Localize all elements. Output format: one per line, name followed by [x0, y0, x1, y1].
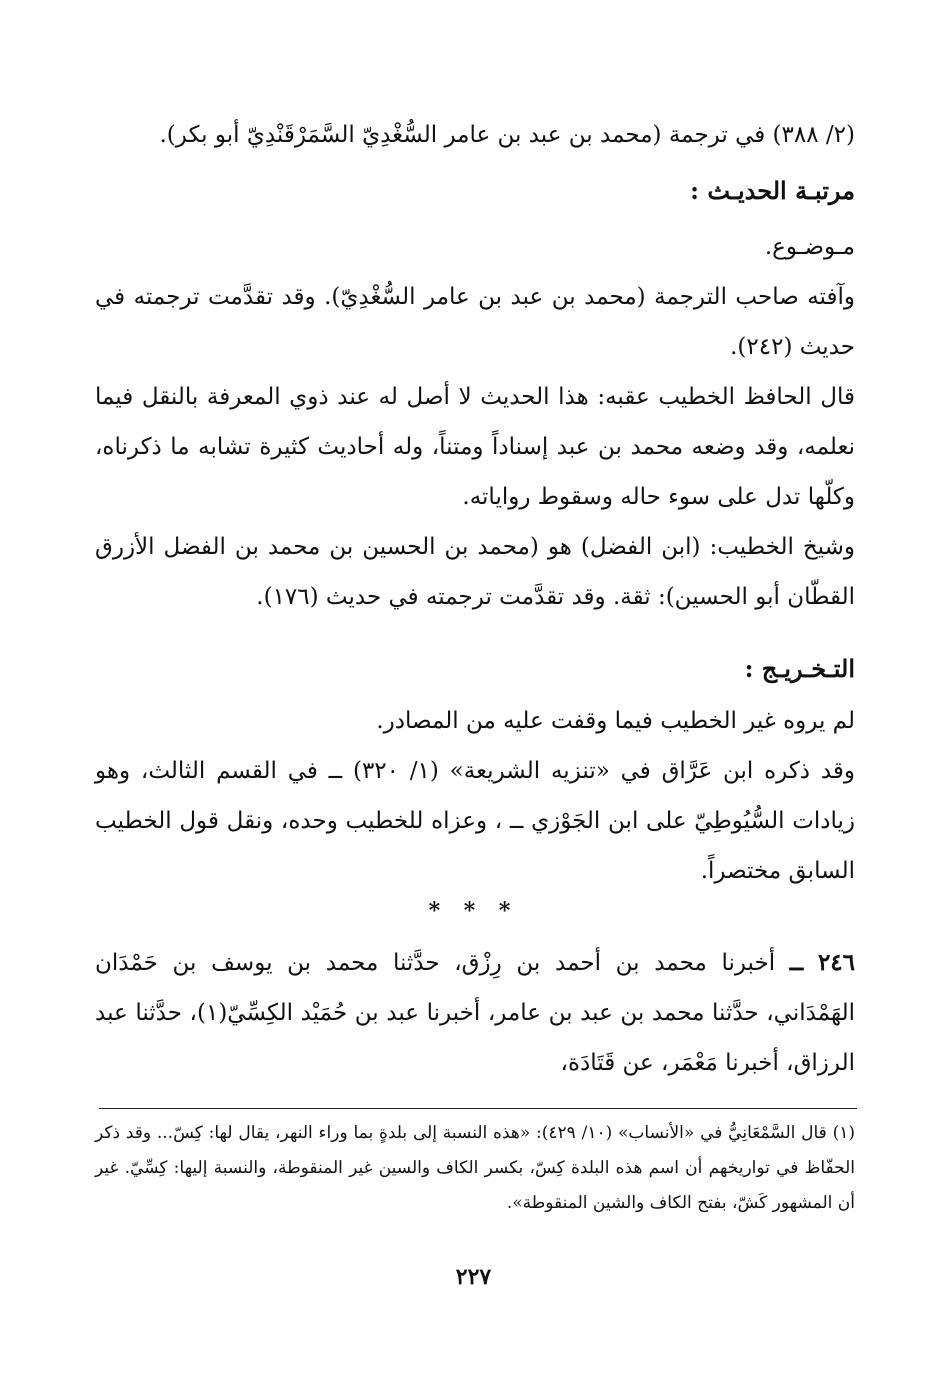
- section-separator: * * *: [428, 898, 519, 924]
- hadith-dash: ــ: [789, 949, 804, 976]
- page-number: ٢٢٧: [455, 1264, 492, 1290]
- takhrij-heading: التـخـريـج :: [744, 654, 855, 683]
- rank-value: مـوضـوع.: [764, 234, 855, 260]
- main-text-takhrij: [95, 644, 855, 896]
- footnote-1: (١) قال السَّمْعَانِيُّ في «الأنساب» (١٠/ ٤٢٩): «هذه النسبة إلى بلدةٍ بما وراء النهر، يقال لها: كِسّ... وقد ذكر الحفّاظ في تواريخهم أن اسم هذه البلدة كِسّ، بكسر الكاف والسين غير المنقوطة، والنسبة إليها: كِسِّيّ. غير أن المشهور كَشّ، بفتح الكاف والشين المنقوطة».: [95, 1123, 855, 1213]
- paragraph-khatib-shaykh: وشيخ الخطيب: (ابن الفضل) هو (محمد بن الحسين بن محمد بن الفضل الأزرق القطّان أبو الحسين): ثقة. وقد تقدَّمت ترجمته في حديث (١٧٦).: [95, 534, 855, 610]
- source-reference-line: (٢/ ٣٨٨) في ترجمة (محمد بن عبد بن عامر السُّغْدِيّ السَّمَرْقَنْدِيّ أبو بكر).: [159, 122, 855, 148]
- paragraph-culprit: وآفته صاحب الترجمة (محمد بن عبد بن عامر السُّغْدِيّ). وقد تقدَّمت ترجمته في حديث (٢٤٢).: [95, 284, 855, 360]
- footnotes-area: [95, 1116, 855, 1221]
- footnote-divider: [99, 1108, 857, 1109]
- hadith-number: ٢٤٦: [817, 949, 856, 976]
- hadith-isnad-text: أخبرنا محمد بن أحمد بن رِزْق، حدَّثنا محمد بن يوسف بن حَمْدَان الهَمْدَاني، حدَّثنا محمد بن عبد بن عامر، أخبرنا عبد بن حُمَيْد الكِسِّيّ(١)، حدَّثنا عبد الرزاق، أخبرنا مَعْمَر، عن قَتَادَة،: [95, 950, 855, 1076]
- rank-heading: مرتبـة الحديـث :: [690, 176, 855, 205]
- hadith-paragraph: [95, 938, 855, 1088]
- hadith-block: [95, 938, 855, 1088]
- main-text-top: [95, 110, 855, 622]
- paragraph-khatib-comment: قال الحافظ الخطيب عقبه: هذا الحديث لا أصل له عند ذوي المعرفة بالنقل فيما نعلمه، وقد وضعه محمد بن عبد إسناداً ومتناً، وله أحاديث كثيرة تشابه ما ذكرناه، وكلّها تدل على سوء حاله وسقوط رواياته.: [95, 384, 855, 510]
- paragraph-ibn-arraq: وقد ذكره ابن عَرَّاق في «تنزيه الشريعة» (١/ ٣٢٠) ــ في القسم الثالث، وهو زيادات السُّيُوطِيّ على ابن الجَوْزي ــ ، وعزاه للخطيب وحده، ونقل قول الخطيب السابق مختصراً.: [95, 758, 856, 884]
- paragraph-sources: لم يروه غير الخطيب فيما وقفت عليه من المصادر.: [376, 708, 855, 734]
